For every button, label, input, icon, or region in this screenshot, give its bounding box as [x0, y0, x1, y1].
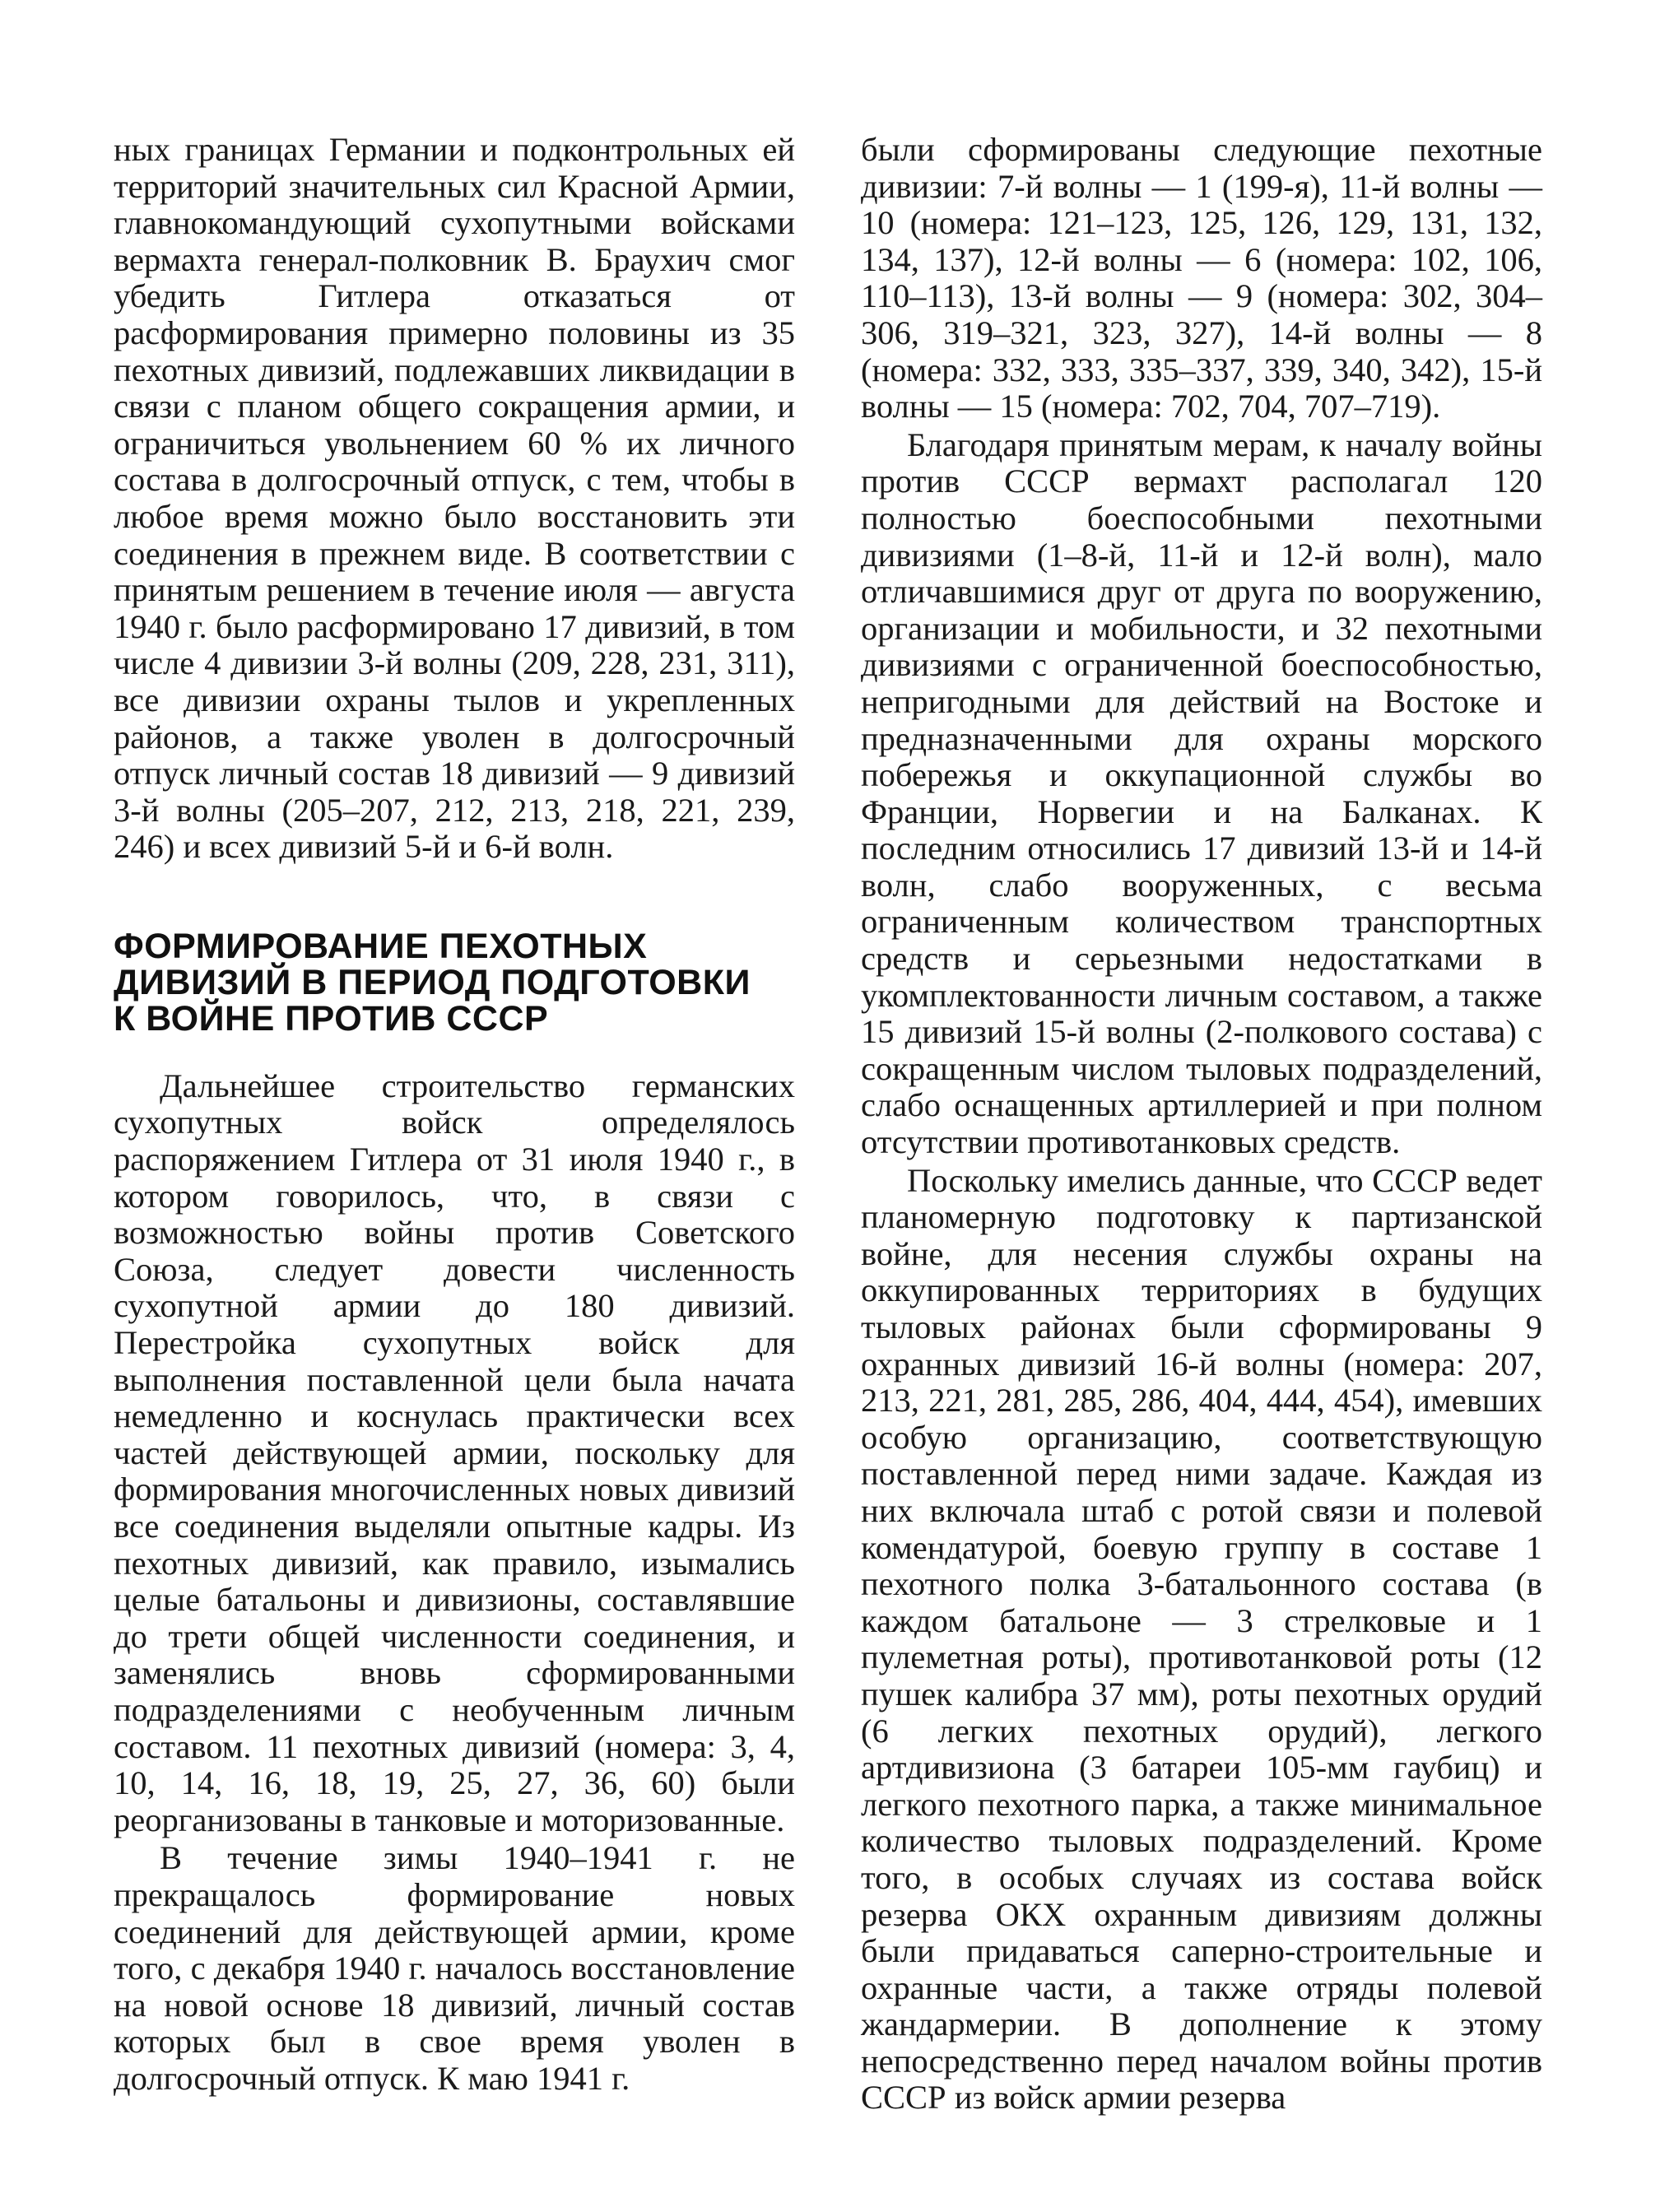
- right-column: [861, 132, 1542, 2117]
- heading-line-1: ФОРМИРОВАНИЕ ПЕХОТНЫХ: [114, 926, 648, 966]
- section-heading: [114, 928, 795, 1037]
- heading-line-3: К ВОЙНЕ ПРОТИВ СССР: [114, 998, 549, 1039]
- paragraph-readiness: Благодаря принятым мерам, к началу войны против СССР вермахт располагал 120 полностью боеспособными пехотными дивизиями (1–8-й, 11-й и 12-й волн), мало отличавшимися друг от друга по вооружению, организации и мобильности, и 32 пехотными дивизиями с ограниченной боеспособностью, непригодными для действий на Востоке и предназначенными для охраны морского побережья и оккупационной службы во Франции, Норвегии и на Балканах. К последним относились 17 дивизий 13-й и 14-й волн, слабо вооруженных, с весьма ограниченным количеством транспортных средств и серьезными недостатками в укомплектованности личным составом, а также 15 дивизий 15-й волны (2-полкового состава) с сокращенным числом тыловых подразделений, слабо оснащенных артиллерией и при полном отсутствии противотанковых средств.: [861, 425, 1542, 1161]
- paragraph-continuation-left: ных границах Германии и подконтрольных ей территорий значительных сил Красной Армии, главнокомандующий сухопутными войсками вермахта генерал-полковник В. Браухич смог убедить Гитлера отказаться от расформирования примерно половины из 35 пехотных дивизий, подлежавших ликвидации в связи с планом общего сокращения армии, и ограничиться увольнением 60 % их личного состава в долгосрочный отпуск, с тем, чтобы в любое время можно было восстановить эти соединения в прежнем виде. В соответствии с принятым решением в течение июля — августа 1940 г. было расформировано 17 дивизий, в том числе 4 дивизии 3-й волны (209, 228, 231, 311), все дивизии охраны тылов и укрепленных районов, а также уволен в долгосрочный отпуск личный состав 18 дивизий — 9 дивизий 3-й волны (205–207, 212, 213, 218, 221, 239, 246) и всех дивизий 5-й и 6-й волн.: [114, 131, 795, 866]
- paragraph-security-divisions: Поскольку имелись данные, что СССР ведет планомерную подготовку к партизанской войне, для несения службы охраны на оккупированных территориях в будущих тыловых районах были сформированы 9 охранных дивизий 16-й волны (номера: 207, 213, 221, 281, 285, 286, 404, 444, 454), имевших особую организацию, соответствующую поставленной перед ними задаче. Каждая из них включала штаб с ротой связи и полевой комендатурой, боевую группу в составе 1 пехотного полка 3-батальонного состава (в каждом батальоне — 3 стрелковые и 1 пулеметная роты), противотанковой роты (12 пушек калибра 37 мм), роты пехотных орудий (6 легких пехотных орудий), легкого артдивизиона (3 батареи 105-мм гаубиц) и легкого пехотного парка, а также минимальное количество тыловых подразделений. Кроме того, в особых случаях из состава войск резерва ОКХ охранным дивизиям должны были придаваться саперно-строительные и охранные части, а также отряды полевой жандармерии. В дополнение к этому непосредственно перед началом войны против СССР из войск армии резерва: [861, 1161, 1542, 2117]
- paragraph-continuation-right: были сформированы следующие пехотные дивизии: 7-й волны — 1 (199-я), 11-й волны — 10 (номера: 121–123, 125, 126, 129, 131, 132, 134, 137), 12-й волны — 6 (номера: 102, 106, 110–113), 13-й волны — 9 (номера: 302, 304–306, 319–321, 323, 327), 14-й волны — 8 (номера: 332, 333, 335–337, 339, 340, 342), 15-й волны — 15 (номера: 702, 704, 707–719).: [861, 131, 1542, 425]
- paragraph-winter-1940: В течение зимы 1940–1941 г. не прекращалось формирование новых соединений для действующей армии, кроме того, с декабря 1940 г. началось восстановление на новой основе 18 дивизий, личный состав которых был в свое время уволен в долгосрочный отпуск. К маю 1941 г.: [114, 1839, 795, 2097]
- heading-line-2: ДИВИЗИЙ В ПЕРИОД ПОДГОТОВКИ: [114, 962, 751, 1002]
- left-column: [114, 132, 795, 2098]
- paragraph-reorganization: Дальнейшее строительство германских сухопутных войск определялось распоряжением Гитлера от 31 июля 1940 г., в котором говорилось, что, в связи с возможностью войны против Советского Союза, следует довести численность сухопутной армии до 180 дивизий. Перестройка сухопутных войск для выполнения поставленной цели была начата немедленно и коснулась практически всех частей действующей армии, поскольку для формирования многочисленных новых дивизий все соединения выделяли опытные кадры. Из пехотных дивизий, как правило, изымались целые батальоны и дивизионы, составлявшие до трети общей численности соединения, и заменялись вновь сформированными подразделениями с необученным личным составом. 11 пехотных дивизий (номера: 3, 4, 10, 14, 16, 18, 19, 25, 27, 36, 60) были реорганизованы в танковые и моторизованные.: [114, 1066, 795, 1838]
